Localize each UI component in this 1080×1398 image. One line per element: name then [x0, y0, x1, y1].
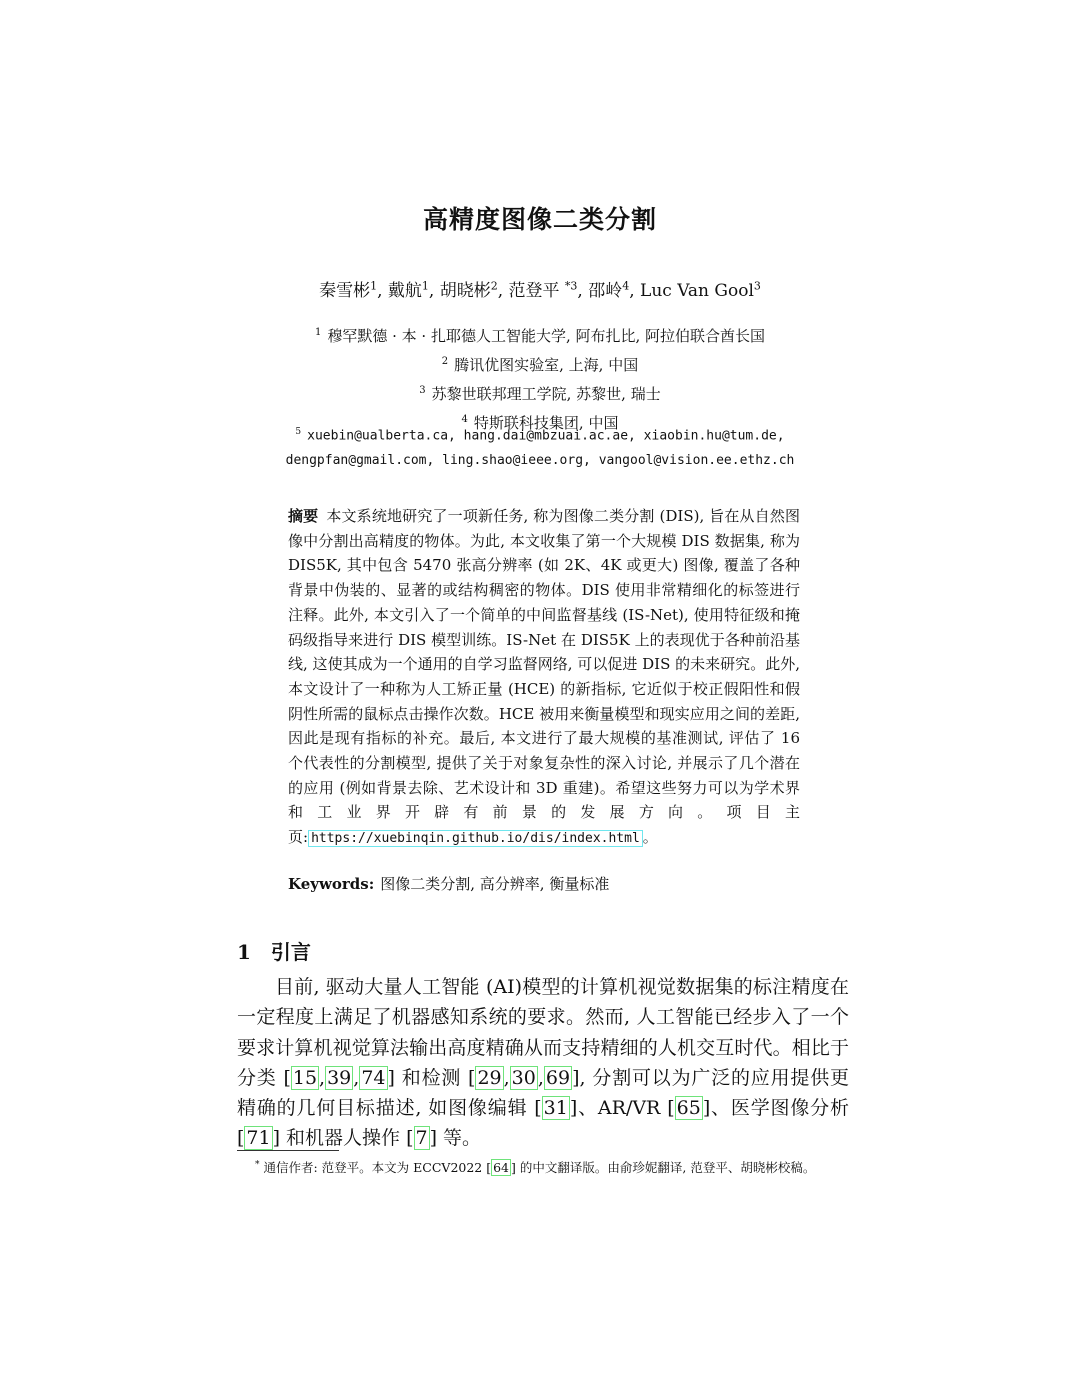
- section-number: 1: [237, 940, 251, 964]
- project-link[interactable]: https://xuebinqin.github.io/dis/index.html: [308, 830, 643, 847]
- citation-link[interactable]: 74: [361, 1066, 386, 1089]
- footnote: [255, 1155, 855, 1178]
- footnote-text: 通信作者: 范登平。本文为 ECCV2022 [: [263, 1160, 492, 1176]
- citation-link[interactable]: 31: [543, 1097, 568, 1120]
- footnote-text: ] 的中文翻译版。由俞珍妮翻译, 范登平、胡晓彬校稿。: [511, 1160, 816, 1176]
- citation-link[interactable]: 7: [415, 1127, 428, 1150]
- affiliation-list: [0, 320, 1080, 436]
- affiliation-text: 苏黎世联邦理工学院, 苏黎世, 瑞士: [431, 385, 661, 403]
- footnote-marker: *: [255, 1160, 260, 1170]
- citation-link[interactable]: 64: [493, 1160, 510, 1176]
- affiliation: [0, 320, 1080, 349]
- affiliation-text: 穆罕默德 · 本 · 扎耶德人工智能大学, 阿布扎比, 阿拉伯联合酋长国: [327, 327, 766, 345]
- affiliation: [0, 349, 1080, 378]
- author-sup: 4: [622, 279, 630, 293]
- paper-title: 高精度图像二类分割: [422, 205, 657, 234]
- email-line: [0, 448, 1080, 473]
- citation-link[interactable]: 69: [545, 1066, 571, 1089]
- section-title: 引言: [270, 940, 311, 964]
- email-list: [0, 420, 1080, 473]
- citation-link[interactable]: 15: [292, 1066, 318, 1089]
- intro-text: ]、AR/VR [: [569, 1097, 675, 1120]
- affiliation-sup: 1: [314, 327, 322, 338]
- citation-link[interactable]: 65: [676, 1097, 701, 1120]
- affiliation-sup: 2: [441, 356, 449, 367]
- footnote-rule: [237, 1150, 339, 1151]
- author-sup: 3: [753, 279, 761, 293]
- email-text: xuebin@ualberta.ca, hang.dai@mbzuai.ac.ae, xiaobin.hu@tum.de,: [307, 428, 785, 444]
- email-line: [0, 420, 1080, 448]
- author-list: 秦雪彬$^1$, 戴航$^1$, 胡晓彬$^2$, 范登平 $^{*3}$, 邵岭$^4$, Luc Van Gool$^3$: [319, 279, 761, 301]
- intro-text: ] 和机器人操作 [: [272, 1127, 414, 1150]
- intro-text: ] 和检测 [: [387, 1066, 476, 1089]
- author-sup: *3: [564, 279, 578, 293]
- intro-text: 目前, 驱动大量人工智能 (AI)模型的计算机视觉数据集的标注精度在一定程度上满足了机器感知系统的要求。然而, 人工智能已经步入了一个要求计算机视觉算法输出高度精确从而支持精细的人机交互时代。相比于分类 [: [237, 976, 849, 1089]
- citation-link[interactable]: 29: [477, 1066, 502, 1089]
- intro-text: ]、医学图像分析 [: [237, 1097, 849, 1150]
- citation-link[interactable]: 71: [246, 1127, 271, 1150]
- email-sup: 5: [295, 427, 302, 437]
- keywords: [288, 872, 800, 896]
- affiliation-text: 特斯联科技集团, 中国: [473, 414, 619, 432]
- affiliation-sup: 3: [419, 385, 426, 396]
- author-name: 范登平: [508, 281, 565, 301]
- affiliation: [0, 378, 1080, 407]
- author-name: Luc Van Gool: [640, 281, 754, 301]
- intro-text: ,: [537, 1066, 544, 1089]
- abstract-text: 本文系统地研究了一项新任务, 称为图像二类分割 (DIS), 旨在从自然图像中分割出高精度的物体。为此, 本文收集了第一个大规模 DIS 数据集, 称为 DIS5K, 其中包含 5470 张高分辨率 (如 2K、4K 或更大) 图像, 覆盖了各种背景中伪装的、显著的或结构稠密的物体。DIS 使用非常精细化的标签进行注释。此外, 本文引入了一个简单的中间监督基线 (IS-Net), 使用特征级和掩码级指导来进行 DIS 模型训练。IS-Net 在 DIS5K 上的表现优于各种前沿基线, 这使其成为一个通用的自学习监督网络, 可以促进 DIS 的未来研究。此外, 本文设计了一种称为人工矫正量 (HCE) 的新指标, 它近似于校正假阳性和假阴性所需的鼠标点击操作次数。HCE 被用来衡量模型和现实应用之间的差距, 因此是现有指标的补充。最后, 本文进行了最大规模的基准测试, 评估了 16 个代表性的分割模型, 提供了关于对象复杂性的深入讨论, 并展示了几个潜在的应用 (例如背景去除、艺术设计和 3D 重建)。希望这些努力可以为学术界和工业界开辟有前景的发展方向。项目主页:: [288, 507, 800, 847]
- section-heading: [237, 936, 311, 965]
- author-name: 邵岭: [588, 281, 623, 301]
- abstract-end: 。: [642, 828, 658, 847]
- citation-link[interactable]: 30: [511, 1066, 536, 1089]
- intro-text: ,: [319, 1066, 326, 1089]
- email-text: dengpfan@gmail.com, ling.shao@ieee.org, vangool@vision.ee.ethz.ch: [285, 453, 795, 469]
- citation-link[interactable]: 39: [327, 1066, 352, 1089]
- intro-text: ], 分割可以为广泛的应用提供更精确的几何目标描述, 如图像编辑 [: [237, 1066, 850, 1120]
- affiliation-sup: 4: [461, 414, 468, 425]
- author-name: 胡晓彬: [439, 281, 491, 301]
- author-sup: 1: [421, 279, 429, 293]
- intro-text: ,: [503, 1066, 510, 1089]
- intro-text: ] 等。: [429, 1127, 482, 1150]
- intro-text: ,: [353, 1066, 360, 1089]
- author-sup: 1: [370, 279, 378, 293]
- author-name: 戴航: [387, 281, 422, 301]
- keywords-text: 图像二类分割, 高分辨率, 衡量标准: [380, 875, 610, 893]
- author-name: 秦雪彬: [319, 281, 371, 301]
- intro-paragraph: [237, 972, 849, 1154]
- abstract-label: 摘要: [288, 507, 319, 525]
- abstract: [288, 504, 800, 852]
- keywords-label: Keywords:: [288, 875, 375, 893]
- affiliation-text: 腾讯优图实验室, 上海, 中国: [454, 356, 639, 374]
- author-sup: 2: [490, 279, 498, 293]
